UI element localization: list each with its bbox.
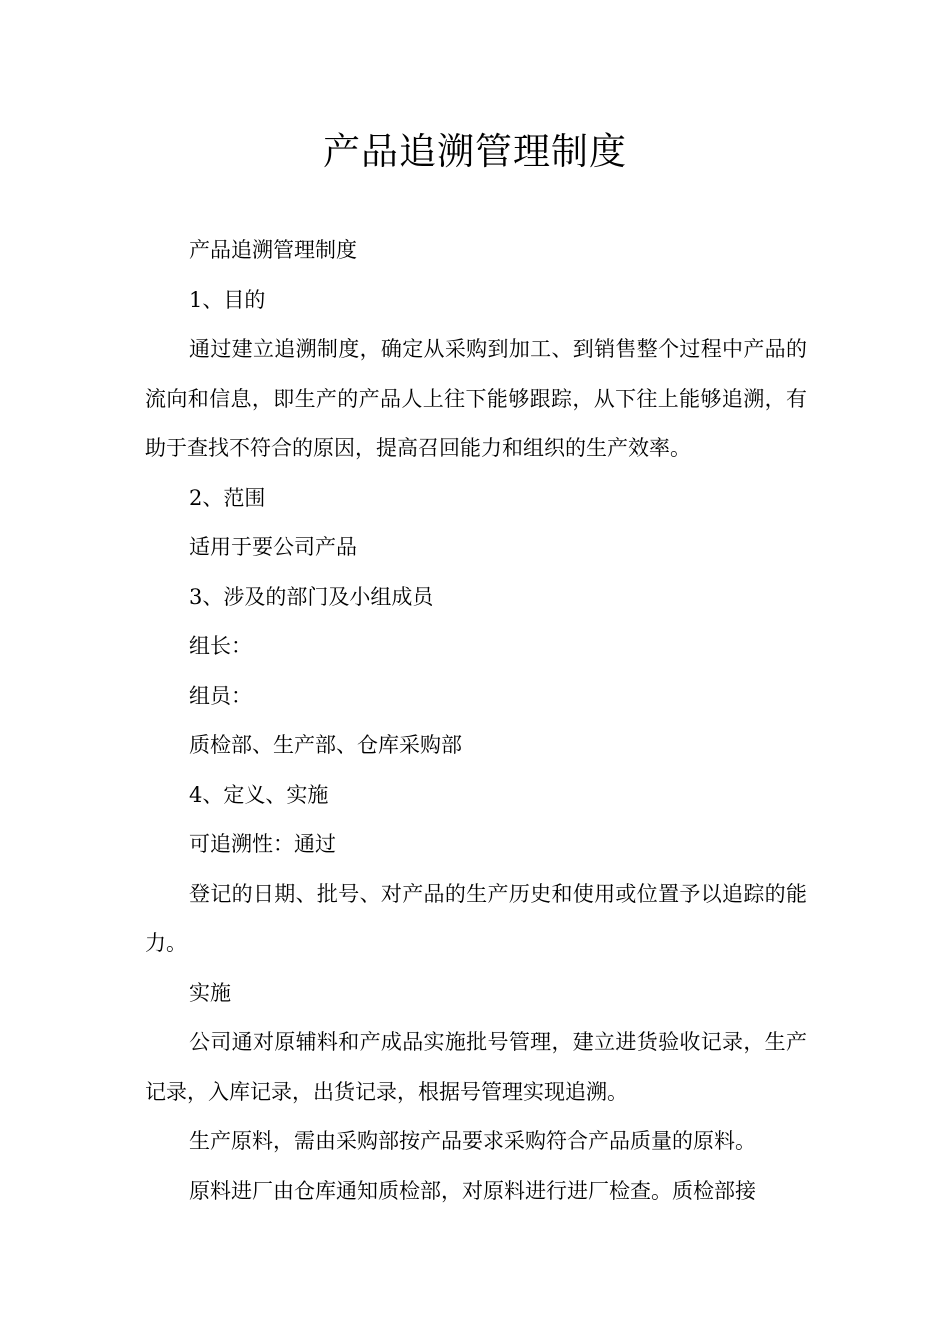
paragraph-purpose: 通过建立追溯制度，确定从采购到加工、到销售整个过程中产品的流向和信息，即生产的产品人上往下能够跟踪，从下往上能够追溯，有助于查找不符合的原因，提高召回能力和组织的生产效率。 <box>145 337 807 460</box>
paragraph-traceability-definition: 登记的日期、批号、对产品的生产历史和使用或位置予以追踪的能力。 <box>145 881 807 955</box>
paragraph-heading: 产品追溯管理制度 <box>189 238 357 262</box>
paragraph-traceability-term: 可追溯性：通过 <box>189 832 336 856</box>
paragraph-raw-material-purchase: 生产原料，需由采购部按产品要求采购符合产品质量的原料。 <box>189 1129 756 1153</box>
section-heading-purpose: 1、目的 <box>189 287 266 312</box>
paragraph-raw-material-inspection: 原料进厂由仓库通知质检部，对原料进行进厂检查。质检部接 <box>189 1178 756 1203</box>
section-heading-scope: 2、范围 <box>189 485 266 510</box>
paragraph-scope: 适用于要公司产品 <box>189 535 357 559</box>
paragraph-team-members: 组员： <box>189 683 252 708</box>
paragraph-batch-management: 公司通对原辅料和产成品实施批号管理，建立进货验收记录，生产记录，入库记录，出货记录，根据号管理实现追溯。 <box>145 1030 807 1104</box>
paragraph-team-leader: 组长： <box>189 634 252 658</box>
document-title: 产品追溯管理制度 <box>323 130 627 173</box>
paragraph-departments: 质检部、生产部、仓库采购部 <box>189 733 462 757</box>
paragraph-implementation-heading: 实施 <box>189 980 231 1005</box>
section-heading-definition: 4、定义、实施 <box>189 782 329 807</box>
document-body <box>145 226 807 1216</box>
section-heading-departments: 3、涉及的部门及小组成员 <box>189 584 434 609</box>
